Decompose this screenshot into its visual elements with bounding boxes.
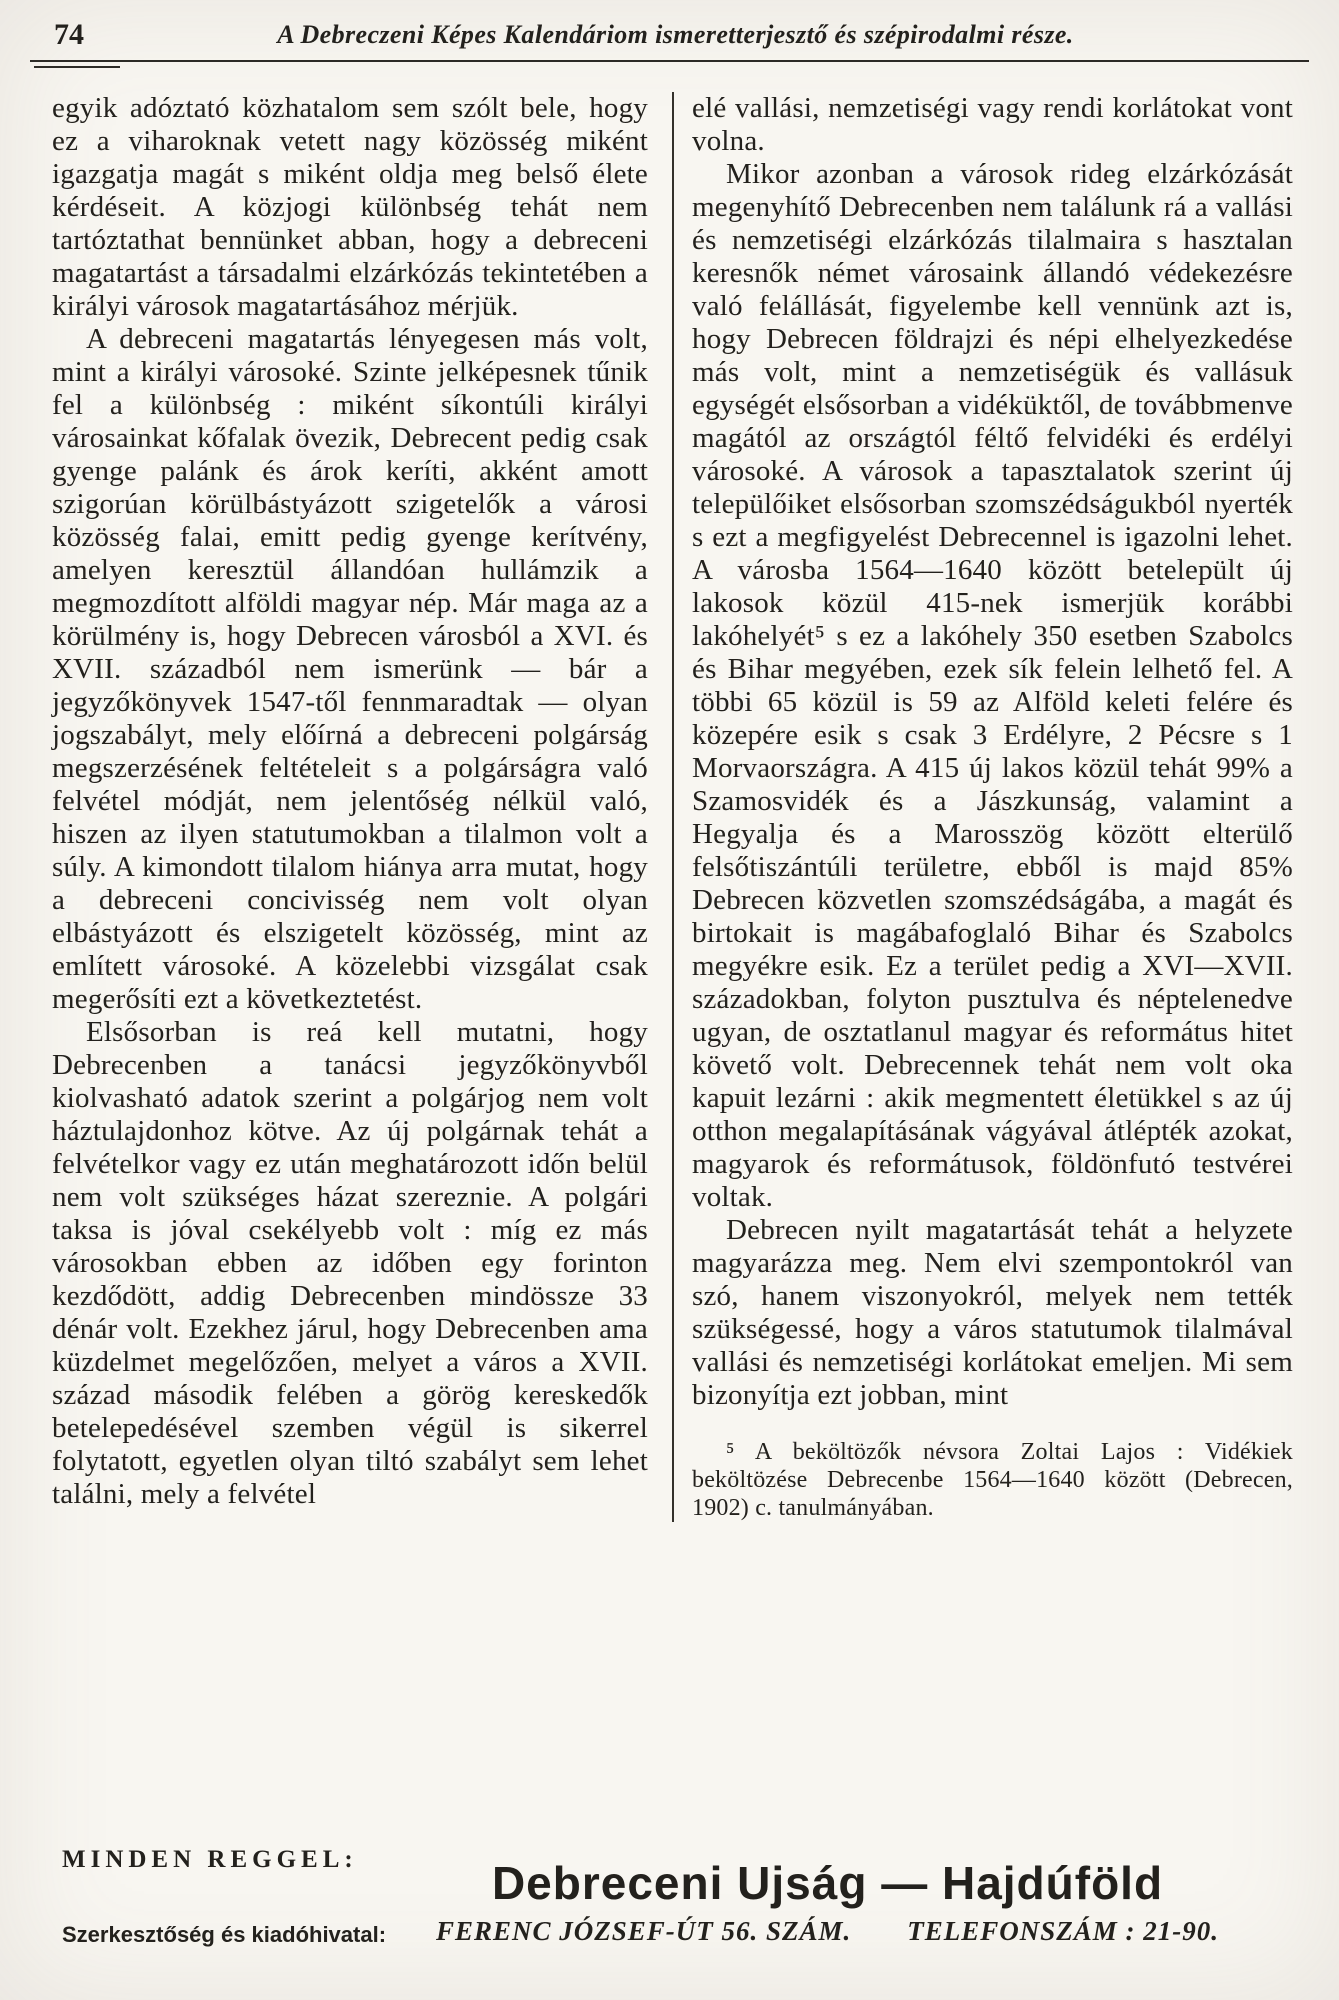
- column-divider-rule: [672, 92, 674, 1522]
- advert-row-2: [0, 1910, 1339, 1948]
- running-title: A Debreczeni Képes Kalendáriom ismeretterjesztő és szépirodalmi része.: [277, 20, 1074, 49]
- page-number-underline: [34, 66, 120, 68]
- left-column: [52, 92, 648, 1522]
- right-column: [692, 92, 1293, 1522]
- footnote: ⁵ A beköltözők névsora Zoltai Lajos : Vidékiek beköltözése Debrecenbe 1564—1640 között (Debrecen, 1902) c. tanulmányában.: [692, 1439, 1293, 1521]
- article-body: [52, 92, 1295, 1522]
- advert-phone: TELEFONSZÁM : 21-90.: [907, 1916, 1220, 1946]
- advert-address-line: [352, 1916, 1303, 1947]
- paragraph: Mikor azonban a városok rideg elzárkózását megenyhítő Debrecenben nem találunk rá a vallási és nemzetiségi elzárkózás tilalmaira s hasztalan keresnők német városaink állandó védekezésre való felállását, figyelembe kell vennünk azt is, hogy Debrecen földrajzi és népi elhelyezkedése más volt, mint a nemzetiségük és vallásuk egységét elsősorban a vidéküktől, de továbbmenve magától az országtól féltő felvidéki és erdélyi városoké. A városok a tapasztalatok szerint új települőiket elsősorban szomszédságukból nyerték s ezt a megfigyelést Debrecennel is igazolni lehet. A városba 1564—1640 között betelepült új lakosok közül 415-nek ismerjük korábbi lakóhelyét⁵ s ez a lakóhely 350 esetben Szabolcs és Bihar megyében, ezek sík felein lelhető fel. A többi 65 közül is 59 az Alföld keleti felére és közepére esik s csak 3 Erdélyre, 2 Pécsre s 1 Morvaországra. A 415 új lakos közül tehát 99% a Szamosvidék és a Jászkunság, valamint a Hegyalja és a Marosszög között elterülő felsőtiszántúli területre, ebből is majd 85% Debrecen közvetlen szomszédságába, a magát és birtokait is magábafoglaló Bihar és Szabolcs megyékre esik. Ez a terület pedig a XVI—XVII. századokban, folyton pusztulva és néptelenedve ugyan, de osztatlanul magyar és református hitet követő volt. Debrecennek tehát nem volt oka kapuit lezárni : akik megmentett életükkel s az új otthon megalapításának vágyával átlépték azokat, magyarok és reformátusok, földönfutó testvérei voltak.: [692, 158, 1293, 1213]
- page-header: [52, 18, 1299, 56]
- paragraph: elé vallási, nemzetiségi vagy rendi korlátokat vont volna.: [692, 92, 1293, 157]
- newspaper-masthead: Debreceni Ujság — Hajdúföld: [491, 1857, 1164, 1909]
- advert-footer: [0, 1844, 1339, 1948]
- paragraph: Elsősorban is reá kell mutatni, hogy Debrecenben a tanácsi jegyzőkönyvből kiolvasható adatok szerint a polgárjog nem volt háztulajdonhoz kötve. Az új polgárnak tehát a felvételkor vagy ez után meghatározott időn belül nem volt szükséges házat szereznie. A polgári taksa is jóval csekélyebb volt : míg ez más városokban ebben az időben egy forinton kezdődött, addig Debrecenben mindössze 33 dénár volt. Ezekhez járul, hogy Debrecenben ama küzdelmet megelőzően, melyet a város a XVII. század második felében a görög kereskedők betelepedésével szemben végül is sikerrel folytatott, egyetlen olyan tiltó szabályt sem lehet találni, mely a felvétel: [52, 1016, 648, 1510]
- page-number: 74: [54, 18, 84, 51]
- header-rule: [30, 60, 1309, 62]
- advert-row-1: [0, 1844, 1339, 1910]
- paragraph: Debrecen nyilt magatartását tehát a helyzete magyarázza meg. Nem elvi szempontokról van szó, hanem viszonyokról, melyek nem tették szükségessé, hogy a város statutumok tilalmával vallási és nemzetiségi korlátokat emeljen. Mi sem bizonyítja ezt jobban, mint: [692, 1214, 1293, 1411]
- advert-slogan: MINDEN REGGEL:: [62, 1846, 358, 1873]
- advert-office-label: Szerkesztőség és kiadóhivatal:: [62, 1922, 387, 1947]
- paragraph: egyik adóztató közhatalom sem szólt bele, hogy ez a viharoknak vetett nagy közösség miként igazgatja magát s miként oldja meg belső élete kérdéseit. A közjogi különbség tehát nem tartóztathat bennünket abban, hogy a debreceni magatartást a társadalmi elzárkózás tekintetében a királyi városok magatartásához mérjük.: [52, 92, 648, 322]
- advert-address: FERENC JÓZSEF-ÚT 56. SZÁM.: [435, 1916, 852, 1946]
- paragraph: A debreceni magatartás lényegesen más volt, mint a királyi városoké. Szinte jelképesnek tűnik fel a különbség : miként síkontúli királyi városainkat kőfalak övezik, Debrecent pedig csak gyenge palánk és árok keríti, akként amott szigorúan körülbástyázott szigetelők a városi közösség falai, emitt pedig gyenge kerítvény, amelyen keresztül állandóan hullámzik a megmozdított alföldi magyar nép. Már maga az a körülmény is, hogy Debrecen városból a XVI. és XVII. századból nem ismerünk — bár a jegyzőkönyvek 1547-től fennmaradtak — olyan jogszabályt, mely előírná a debreceni polgárság megszerzésének feltételeit s a polgárságra való felvétel módját, nem jelentőség nélkül való, hiszen az ilyen statutumokban a tilalmon volt a súly. A kimondott tilalom hiánya arra mutat, hogy a debreceni concivisség nem volt olyan elbástyázott és elszigetelt közösség, mint az említett városoké. A közelebbi vizsgálat csak megerősíti ezt a következtetést.: [52, 323, 648, 1015]
